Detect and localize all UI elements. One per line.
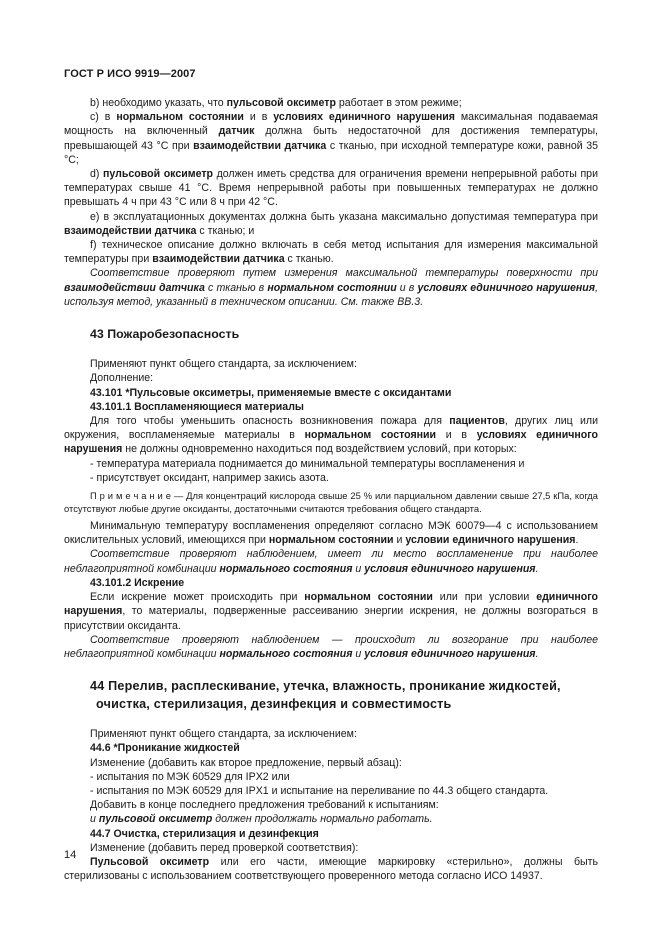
sec43-intro: Применяют пункт общего стандарта, за исключением: (90, 358, 357, 371)
document-body (64, 96, 598, 883)
item-b: b) необходимо указать, что пульсовой оксиметр работает в этом режиме; (90, 97, 462, 109)
subsection-43-101-heading: 43.101 *Пульсовые оксиметры, применяемые вместе с оксидантами (90, 386, 452, 399)
subsection-43-101-2-heading: 43.101.2 Искрение (90, 576, 185, 589)
sec44-change-2: Изменение (добавить перед проверкой соответствия): (90, 841, 359, 854)
page-number: 14 (64, 849, 77, 861)
sec43-compliance-2: Соответствие проверяют наблюдением — происходит ли возгорание при наиболее неблагоприятной комбинации нормального состояния и условия единичного нарушения. (64, 633, 598, 660)
document-header: ГОСТ Р ИСО 9919—2007 (64, 68, 196, 80)
section-44-heading-line-1: 44 Перелив, расплескивание, утечка, влажность, проникание жидкостей, (90, 679, 561, 694)
subsection-43-101-1-heading: 43.101.1 Воспламеняющиеся материалы (90, 400, 304, 413)
sec43-addition: Дополнение: (90, 372, 154, 385)
section-43-heading: 43 Пожаробезопасность (90, 327, 240, 342)
item-f: f) техническое описание должно включать в себя метод испытания для измерения максимальной температуры при взаимодействии датчика с тканью. (64, 239, 598, 266)
sec43-paragraph-1: Для того чтобы уменьшить опасность возникновения пожара для пациентов, других лиц или окружения, воспламеняемые материалы в нормальном состоянии и в условиях единичного нарушения не должны одновременно находиться под воздействием условий, при которых: (64, 415, 598, 456)
list-item: - испытания по МЭК 60529 для IPX2 или (90, 770, 290, 783)
subsection-44-7-heading: 44.7 Очистка, стерилизация и дезинфекция (90, 827, 319, 840)
section-44-heading (90, 677, 598, 713)
sec43-paragraph-2: Минимальную температуру воспламенения определяют согласно МЭК 60079—4 с использованием окислительных условий, имеющихся при нормальном состоянии и условии единичного нарушения. (64, 520, 598, 547)
sec43-compliance-1: Соответствие проверяют наблюдением, имеет ли место воспламенение при наиболее неблагоприятной комбинации нормального состояния и условия единичного нарушения. (64, 548, 598, 575)
item-c: c) в нормальном состоянии и в условиях единичного нарушения максимальная подаваемая мощность на включенный датчик должна быть недостаточной для достижения температуры, превышающей 43 °С при взаимодействии датчика с тканью, при исходной температуре кожи, равной 35 °С; (64, 111, 599, 166)
section-44-heading-line-2: очистка, стерилизация, дезинфекция и совместимость (96, 697, 452, 712)
list-item: - присутствует оксидант, например закись азота. (90, 471, 329, 484)
subsection-44-6-heading: 44.6 *Проникание жидкостей (90, 742, 240, 755)
list-item: - испытания по МЭК 60529 для IPX1 и испытание на переливание по 44.3 общего стандарта. (90, 784, 549, 797)
sec44-italic-line: и пульсовой оксиметр должен продолжать нормально работать. (90, 813, 433, 826)
sec43-paragraph-sparking: Если искрение может происходить при нормальном состоянии или при условии единичного нарушения, то материалы, подверженные рассеиванию энергии искрения, не должны возгораться в присутствии оксиданта. (64, 591, 598, 632)
sec44-paragraph-sterile: Пульсовой оксиметр или его части, имеющие маркировку «стерильно», должны быть стерилизованы с использованием соответствующего проверенного метода согласно ИСО 14937. (64, 855, 598, 883)
sec44-change-1: Изменение (добавить как второе предложение, первый абзац): (90, 756, 402, 769)
list-item: - температура материала поднимается до минимальной температуры воспламенения и (90, 457, 525, 470)
compliance-check-paragraph: Соответствие проверяют путем измерения максимальной температуры поверхности при взаимодействии датчика с тканью в нормальном состоянии и в условиях единичного нарушения, используя метод, указанный в техническом описании. См. также ВВ.3. (64, 267, 598, 308)
item-e: e) в эксплуатационных документах должна быть указана максимально допустимая температура при взаимодействии датчика с тканью; и (64, 210, 598, 237)
sec44-add-1: Добавить в конце последнего предложения требований к испытаниям: (90, 799, 439, 812)
item-d: d) пульсовой оксиметр должен иметь средства для ограничения времени непрерывной работы при температурах свыше 41 °С. Время непрерывной работы при повышенных температурах не должно превышать 4 ч при 43 °С или 8 ч при 42 °С. (64, 168, 598, 209)
sec44-intro: Применяют пункт общего стандарта, за исключением: (90, 728, 357, 741)
note: П р и м е ч а н и е — Для концентраций кислорода свыше 25 % или парциальном давлении свыше 27,5 кПа, когда отсутствуют любые другие оксиданты, достаточными считаются требования общего стандарта. (64, 490, 598, 515)
